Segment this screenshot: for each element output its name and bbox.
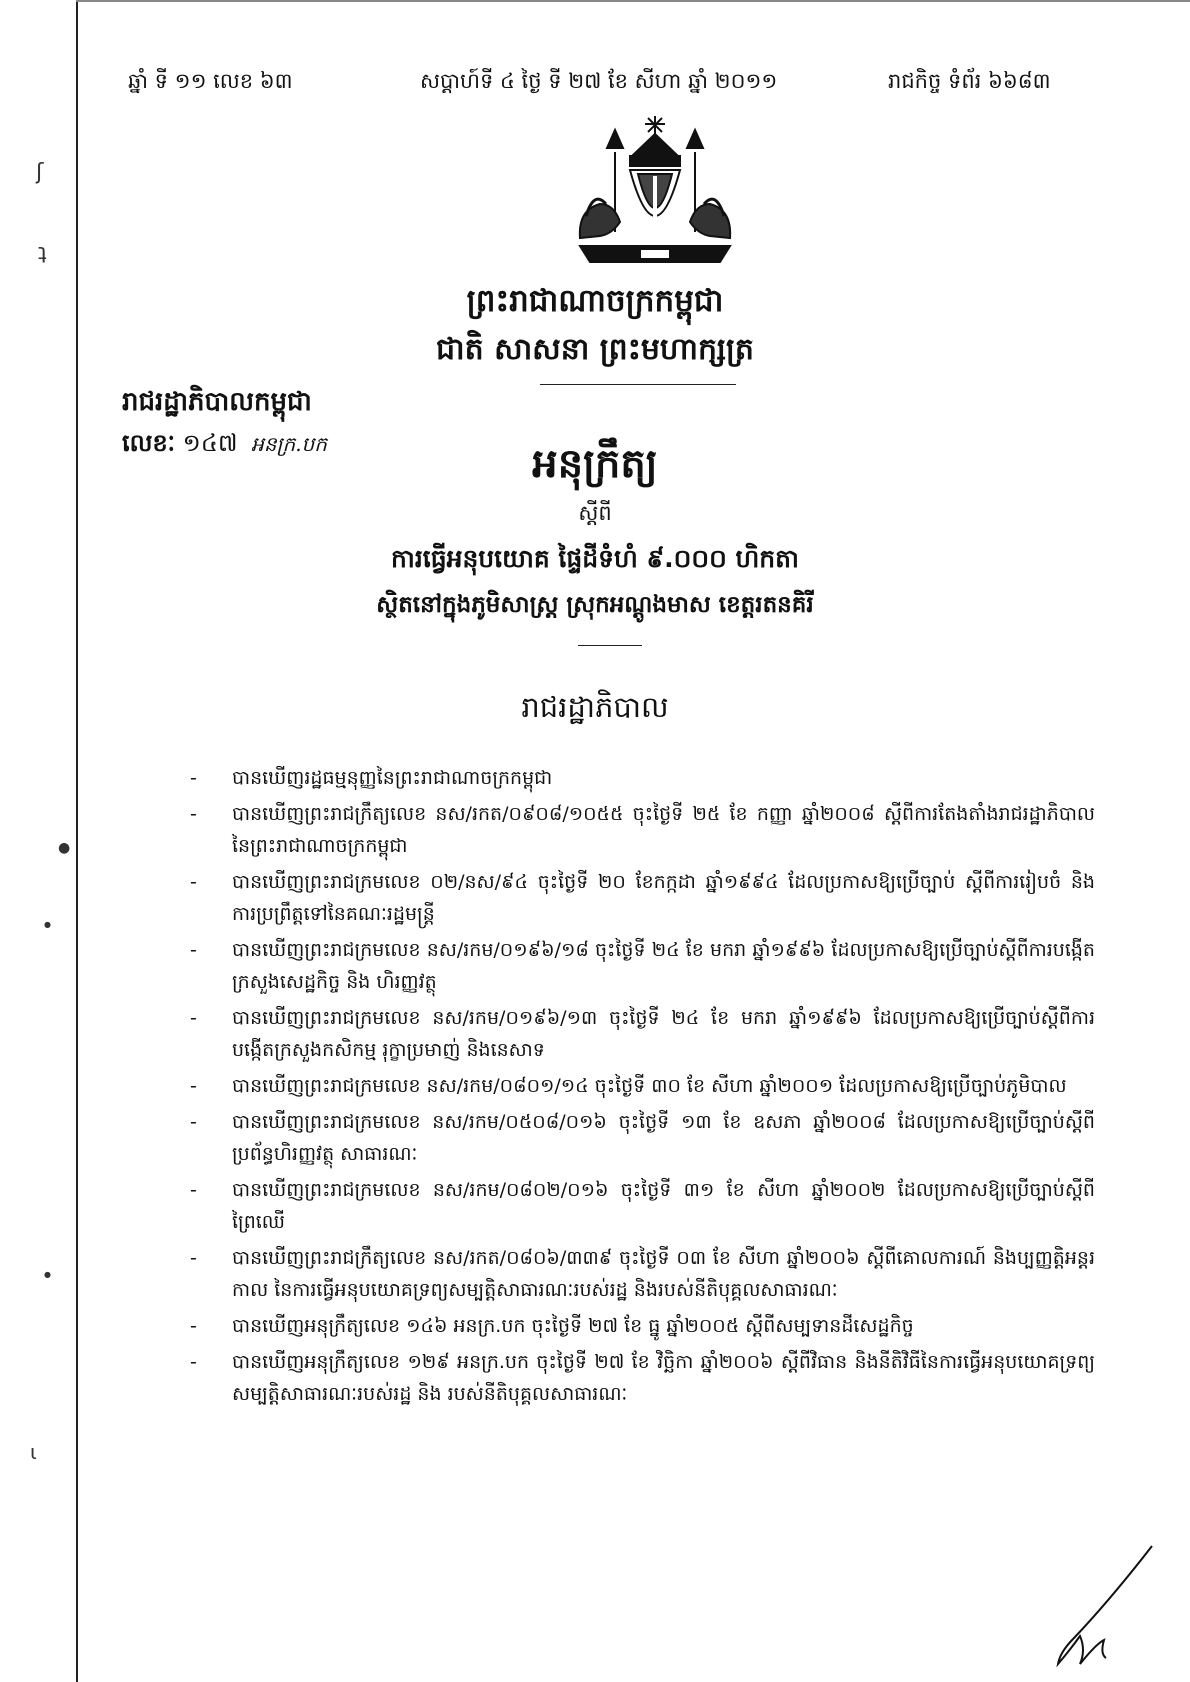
scan-mark: ʇ — [38, 240, 47, 265]
consideration-text: បានឃើញព្រះរាជក្រមលេខ នស/រកម/០៨០២/០១៦ ចុះថ្ងៃទី ៣១ ខែ សីហា ឆ្នាំ២០០២ ដែលប្រកាសឱ្យប្រើច្បាប់ស្តីពីព្រៃឈើ — [232, 1179, 1095, 1233]
list-item — [190, 1174, 1095, 1238]
list-dash: - — [190, 767, 197, 789]
list-dash: - — [190, 939, 197, 961]
list-item — [190, 798, 1095, 862]
list-item — [190, 1310, 1095, 1342]
scan-mark: ● — [58, 840, 71, 856]
list-dash: - — [190, 803, 197, 825]
scan-mark: ● — [44, 920, 51, 929]
gazette-year-issue: ឆ្នាំ ទី ១១ លេខ ៦៣ — [128, 69, 293, 93]
list-dash: - — [190, 871, 197, 893]
list-item — [190, 866, 1095, 930]
consideration-text: បានឃើញព្រះរាជក្រមលេខ នស/រកម/០៥០៨/០១៦ ចុះថ្ងៃទី ១៣ ខែ ឧសភា ឆ្នាំ២០០៨ ដែលប្រកាសឱ្យប្រើច្បាប់ស្តីពីប្រព័ន្ធហិរញ្ញវត្ថុ សាធារណៈ — [232, 1111, 1095, 1165]
list-dash: - — [190, 1007, 197, 1029]
national-motto: ជាតិ សាសនា ព្រះមហាក្សត្រ — [436, 332, 754, 367]
list-dash: - — [190, 1075, 197, 1097]
consideration-text: បានឃើញព្រះរាជក្រមលេខ នស/រកម/០១៩៦/១៣ ចុះថ្ងៃទី ២៤ ខែ មករា ឆ្នាំ១៩៩៦ ដែលប្រកាសឱ្យប្រើច្បាប់ស្តីពីការបង្កើតក្រសួងកសិកម្ម រុក្ខាប្រមាញ់ និងនេសាទ — [232, 1007, 1095, 1061]
list-dash: - — [190, 1351, 197, 1373]
list-item — [190, 1070, 1095, 1102]
scan-margin-line — [76, 0, 78, 1682]
list-dash: - — [190, 1247, 197, 1269]
consideration-text: បានឃើញអនុក្រឹត្យលេខ ១៤៦ អនក្រ.បក ចុះថ្ងៃទី ២៧ ខែ ធ្នូ ឆ្នាំ២០០៥ ស្តីពីសម្បទានដីសេដ្ឋកិច្ច — [232, 1315, 914, 1337]
list-item — [190, 1346, 1095, 1410]
motto-divider — [540, 384, 736, 385]
list-dash: - — [190, 1179, 197, 1201]
gazette-page-number: រាជកិច្ច ទំព័រ ៦៦៨៣ — [888, 69, 1051, 93]
scan-mark: ʃ — [36, 160, 44, 185]
document-number-label: លេខៈ — [122, 429, 176, 457]
scan-mark: ɩ — [30, 1440, 37, 1464]
consideration-text: បានឃើញព្រះរាជក្រឹត្យលេខ នស/រកត/០៨០៦/៣៣៩ ចុះថ្ងៃទី ០៣ ខែ សីហា ឆ្នាំ២០០៦ ស្តីពីគោលការណ៍ និងប្បញ្ញត្តិអន្តរកាល នៃការធ្វើអនុបយោគទ្រព្យសម្បត្តិសាធារណៈរបស់រដ្ឋ និងរបស់នីតិបុគ្គលសាធារណៈ — [232, 1247, 1095, 1301]
document-type-title: អនុក្រឹត្យ — [532, 441, 658, 487]
document-subject-line1: ការធ្វើអនុបយោគ ផ្ទៃដីទំហំ ៩.០០០ ហិកតា — [391, 544, 799, 573]
list-dash: - — [190, 1111, 197, 1133]
body-heading: រាជរដ្ឋាភិបាល — [521, 690, 669, 724]
scan-top-edge — [76, 0, 1190, 2]
consideration-text: បានឃើញព្រះរាជក្រមលេខ ០២/នស/៩៤ ចុះថ្ងៃទី ២០ ខែកក្កដា ឆ្នាំ១៩៩៤ ដែលប្រកាសឱ្យប្រើច្បាប់ ស្តីពីការរៀបចំ និង ការប្រព្រឹត្តទៅនៃគណៈរដ្ឋមន្ត្រី — [232, 871, 1095, 925]
consideration-text: បានឃើញអនុក្រឹត្យលេខ ១២៩ អនក្រ.បក ចុះថ្ងៃទី ២៧ ខែ វិច្ឆិកា ឆ្នាំ២០០៦ ស្តីពីវិធាន និងនីតិវិធីនៃការធ្វើអនុបយោគទ្រព្យសម្បត្តិសាធារណៈរបស់រដ្ឋ និង របស់នីតិបុគ្គលសាធារណៈ — [232, 1351, 1095, 1405]
considerations-list — [190, 762, 1095, 1414]
consideration-text: បានឃើញព្រះរាជក្រឹត្យលេខ នស/រកត/០៩០៨/១០៥៥ ចុះថ្ងៃទី ២៥ ខែ កញ្ញា ឆ្នាំ២០០៨ ស្តីពីការតែងតាំងរាជរដ្ឋាភិបាល នៃព្រះរាជាណាចក្រកម្ពុជា — [232, 803, 1095, 857]
list-item — [190, 934, 1095, 998]
gazette-date: សប្តាហ៍ទី ៤ ថ្ងៃ ទី ២៧ ខែ សីហា ឆ្នាំ ២០១១ — [420, 69, 778, 93]
list-dash: - — [190, 1315, 197, 1337]
document-subject-line2: ស្ថិតនៅក្នុងភូមិសាស្ត្រ ស្រុកអណ្តូងមាស ខេត្តរតនគិរី — [376, 592, 814, 618]
royal-coat-of-arms-icon — [560, 112, 750, 272]
kingdom-name: ព្រះរាជាណាចក្រកម្ពុជា — [466, 283, 724, 319]
issuing-government: រាជរដ្ឋាភិបាលកម្ពុជា — [122, 387, 312, 417]
list-item — [190, 1106, 1095, 1170]
document-number-value: ១៤៧ — [182, 429, 238, 457]
scan-mark: ● — [44, 1270, 51, 1279]
list-item — [190, 762, 1095, 794]
document-number-suffix: អនក្រ.បក — [251, 432, 327, 456]
list-item — [190, 1242, 1095, 1306]
document-about-label: ស្តីពី — [578, 501, 612, 525]
consideration-text: បានឃើញរដ្ឋធម្មនុញ្ញនៃព្រះរាជាណាចក្រកម្ពុជា — [232, 767, 553, 789]
subject-divider — [578, 645, 642, 646]
list-item — [190, 1002, 1095, 1066]
handwritten-signature-icon — [1040, 1540, 1160, 1670]
consideration-text: បានឃើញព្រះរាជក្រមលេខ នស/រកម/០៨០១/១៤ ចុះថ្ងៃទី ៣០ ខែ សីហា ឆ្នាំ២០០១ ដែលប្រកាសឱ្យប្រើច្បាប់ភូមិបាល — [232, 1075, 1067, 1097]
consideration-text: បានឃើញព្រះរាជក្រមលេខ នស/រកម/០១៩៦/១៨ ចុះថ្ងៃទី ២៤ ខែ មករា ឆ្នាំ១៩៩៦ ដែលប្រកាសឱ្យប្រើច្បាប់ស្តីពីការបង្កើតក្រសួងសេដ្ឋកិច្ច និង ហិរញ្ញវត្ថុ — [232, 939, 1095, 993]
